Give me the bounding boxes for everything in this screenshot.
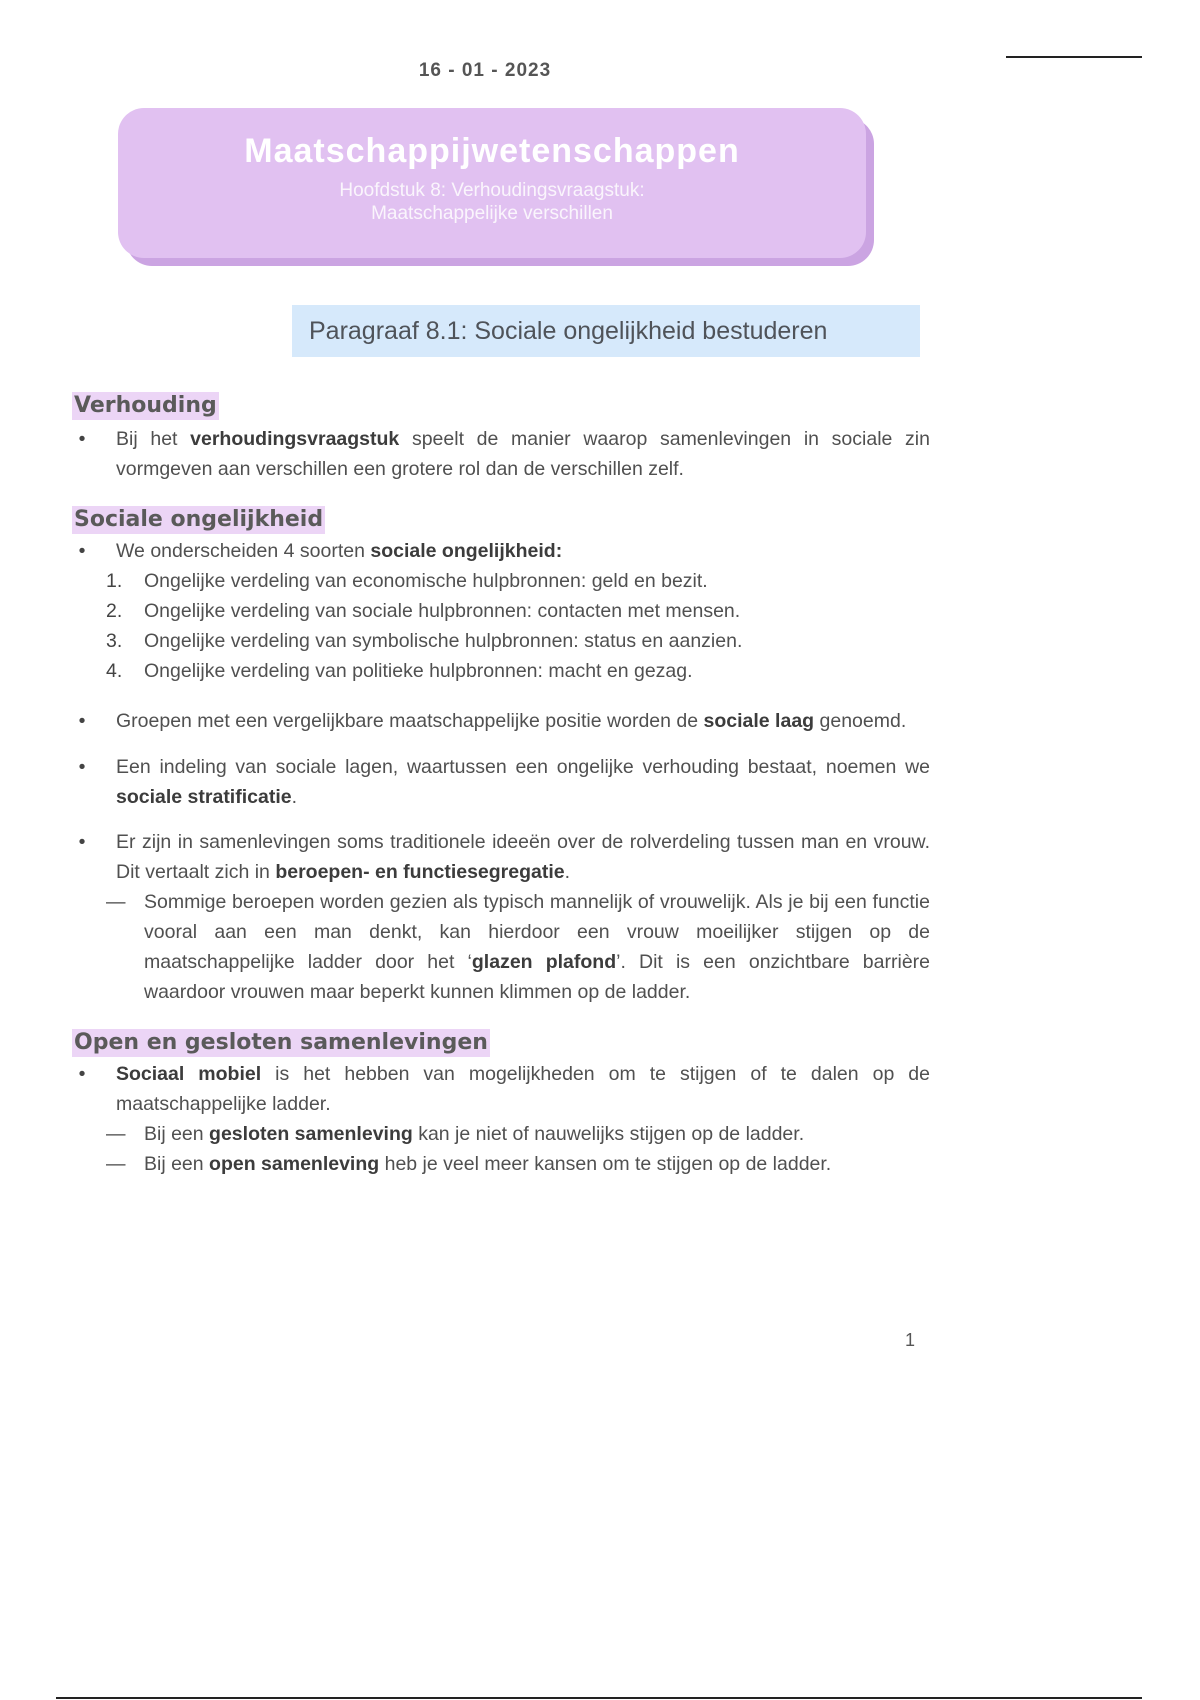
numbered-item: 1. Ongelijke verdeling van economische hulpbronnen: geld en bezit. [72,566,930,596]
bullet-marker: • [78,1063,86,1085]
paragraph-title-box [292,305,920,357]
list-number: 3. [106,630,123,652]
key-term: glazen plafond [471,951,617,973]
dash-marker: — [106,1153,126,1175]
bullet-item: • We onderscheiden 4 soorten sociale ongelijkheid: [72,536,930,566]
bullet-item: • Een indeling van sociale lagen, waartussen een ongelijke verhouding bestaat, noemen we sociale stratificatie. [72,752,930,812]
bottom-rule [56,1697,1142,1699]
numbered-item: 3. Ongelijke verdeling van symbolische hulpbronnen: status en aanzien. [72,626,930,656]
bullet-marker: • [78,540,86,562]
dash-item: — Bij een gesloten samenleving kan je niet of nauwelijks stijgen op de ladder. [72,1119,930,1149]
bullet-item: • Er zijn in samenlevingen soms traditionele ideeën over de rolverdeling tussen man en vrouw. Dit vertaalt zich in beroepen- en functiesegregatie. [72,827,930,887]
section-heading: Sociale ongelijkheid [74,507,324,532]
numbered-item: 2. Ongelijke verdeling van sociale hulpbronnen: contacten met mensen. [72,596,930,626]
paragraph-title: Paragraaf 8.1: Sociale ongelijkheid bestuderen [309,317,828,345]
document-date: 16 - 01 - 2023 [418,60,552,81]
bullet-item: • Groepen met een vergelijkbare maatschappelijke positie worden de sociale laag genoemd. [72,706,930,736]
bullet-marker: • [78,428,86,450]
key-term: sociale ongelijkheid: [370,540,563,562]
section-heading: Verhouding [74,393,217,418]
section-open-gesloten [72,1029,930,1179]
key-term: sociale stratificatie [116,786,292,808]
numbered-item: 4. Ongelijke verdeling van politieke hulpbronnen: macht en gezag. [72,656,930,686]
document-subtitle [272,179,712,225]
bullet-marker: • [78,710,86,732]
key-term: beroepen- en functiesegregatie [275,861,565,883]
subtitle-line-2: Maatschappelijke verschillen [371,203,613,224]
document-title: Maatschappijwetenschappen [244,132,740,170]
subtitle-line-1: Hoofdstuk 8: Verhoudingsvraagstuk: [339,180,645,201]
key-term: open samenleving [209,1153,380,1175]
bullet-marker: • [78,831,86,853]
bullet-item: • Sociaal mobiel is het hebben van mogelijkheden om te stijgen of te dalen op de maatschappelijke ladder. [72,1059,930,1119]
bullet-marker: • [78,756,86,778]
dash-marker: — [106,1123,126,1145]
document-body [72,392,930,1179]
title-banner [118,108,866,258]
key-term: Sociaal mobiel [116,1063,262,1085]
page-number: 1 [905,1330,916,1350]
section-verhouding [72,392,930,484]
dash-marker: — [106,891,126,913]
key-term: sociale laag [703,710,815,732]
section-sociale-ongelijkheid [72,506,930,1007]
section-heading: Open en gesloten samenlevingen [74,1030,488,1055]
list-number: 1. [106,570,123,592]
dash-item: — Sommige beroepen worden gezien als typisch mannelijk of vrouwelijk. Als je bij een functie vooral aan een man denkt, kan hierdoor een vrouw moeilijker stijgen op de maatschappelijke ladder door het ‘glazen plafond’. Dit is een onzichtbare barrière waardoor vrouwen maar beperkt kunnen klimmen op de ladder. [72,887,930,1007]
key-term: gesloten samenleving [209,1123,413,1145]
bullet-item: • Bij het verhoudingsvraagstuk speelt de manier waarop samenlevingen in sociale zin vormgeven aan verschillen een grotere rol dan de verschillen zelf. [72,424,930,484]
key-term: verhoudingsvraagstuk [190,428,400,450]
dash-item: — Bij een open samenleving heb je veel meer kansen om te stijgen op de ladder. [72,1149,930,1179]
list-number: 4. [106,660,123,682]
top-rule [1006,56,1142,58]
list-number: 2. [106,600,123,622]
